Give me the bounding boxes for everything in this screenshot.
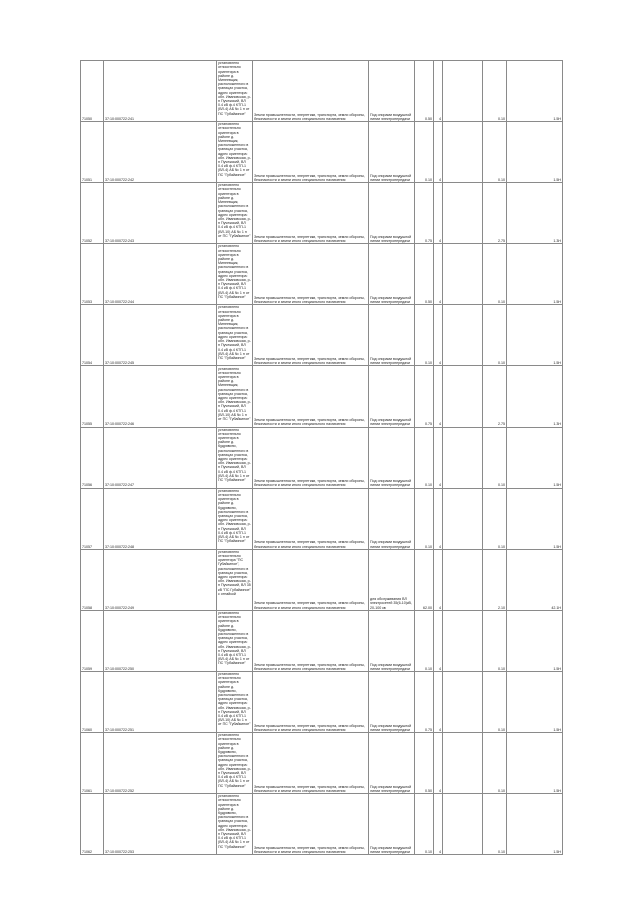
- table-row: [81, 427, 563, 488]
- tax-rate: 2.10: [483, 549, 507, 610]
- cadastral-number: 37:10:000722:243: [104, 183, 217, 244]
- tax-rate: 0.10: [483, 244, 507, 305]
- address-text: установлено относительно ориентира в районе д. Кудрявино, расположенного в границах участка, адрес ориентира: обл. Ивановская, р-н Пучежский, ВЛ 0.4 кВ ф.4 КТП-1 (ВЛ-4) АБ № 1 п от ПС "Губайкиное": [218, 488, 251, 544]
- location-address: [217, 61, 253, 122]
- area-value: 0.10: [415, 427, 434, 488]
- record-number: 71062: [81, 794, 104, 855]
- total-value: 1.5Н: [507, 733, 563, 794]
- address-text: установлено относительно ориентира в районе д. Минеевщик, расположенного в границах участка, адрес ориентира: обл. Ивановская, р-н Пучежский, ВЛ 0.4 кВ ф.4 КТП-1 (ВЛ-10) АБ № 1 п от ПС "Губайкиное": [218, 366, 251, 421]
- address-text: установлено относительно ориентира в районе д. Кудрявино, расположенного в границах участка, адрес ориентира: обл. Ивановская, р-н Пучежский, ВЛ 0.4 кВ ф.4 КТП-1 (ВЛ-4) АБ № 1 п от ПС "Губайкиное": [218, 794, 251, 849]
- land-category: Земли промышленности, энергетики, транспорта, земли обороны, безопасности и земли иного специального назначения: [253, 305, 369, 366]
- record-number: 71058: [81, 549, 104, 610]
- tax-rate: 2.75: [483, 366, 507, 427]
- record-number: 71054: [81, 305, 104, 366]
- empty-cell: [443, 610, 483, 671]
- land-category: Земли промышленности, энергетики, транспорта, земли обороны, безопасности и земли иного специального назначения: [253, 183, 369, 244]
- location-address: [217, 671, 253, 732]
- total-value: 1.5Н: [507, 671, 563, 732]
- land-category: Земли промышленности, энергетики, транспорта, земли обороны, безопасности и земли иного специального назначения: [253, 122, 369, 183]
- permitted-use: Под опорами воздушной линии электропередачи: [369, 733, 415, 794]
- cadastral-number: 37:10:000722:249: [104, 549, 217, 610]
- table-row: [81, 610, 563, 671]
- cadastral-number: 37:10:000722:252: [104, 733, 217, 794]
- tax-group: 4: [434, 733, 443, 794]
- tax-group: 4: [434, 366, 443, 427]
- permitted-use: для обслуживания ВЛ электросетей 35(6-10)кВ, 20-100 кв: [369, 549, 415, 610]
- area-value: 0.10: [415, 122, 434, 183]
- area-value: 0.75: [415, 671, 434, 732]
- tax-group: 4: [434, 549, 443, 610]
- table-row: [81, 794, 563, 855]
- total-value: 1.5Н: [507, 61, 563, 122]
- total-value: 1.5Н: [507, 488, 563, 549]
- table-row: [81, 244, 563, 305]
- area-value: 0.75: [415, 183, 434, 244]
- tax-group: 4: [434, 61, 443, 122]
- address-text: установлено относительно ориентира в районе д. Кудрявино, расположенного в границах участка, адрес ориентира: обл. Ивановская, р-н Пучежский, ВЛ 0.4 кВ ф.4 КТП-1 (ВЛ-4) АБ № 1 п от ПС "Губайкиное": [218, 610, 251, 666]
- cadastral-number: 37:10:000722:242: [104, 122, 217, 183]
- location-address: [217, 244, 253, 305]
- land-category: Земли промышленности, энергетики, транспорта, земли обороны, безопасности и земли иного специального назначения: [253, 794, 369, 855]
- tax-group: 4: [434, 122, 443, 183]
- total-value: 1.3Н: [507, 183, 563, 244]
- cadastral-number: 37:10:000722:244: [104, 244, 217, 305]
- tax-rate: 0.10: [483, 794, 507, 855]
- address-text: установлено относительно ориентира в районе д. Минеевщик, расположенного в границах участка, адрес ориентира: обл. Ивановская, р-н Пучежский, ВЛ 0.4 кВ ф.4 КТП-1 (ВЛ-4) АБ № 1 п от ПС "Губайкиное": [218, 61, 251, 116]
- address-text: установлено относительно ориентира в районе д. Минеевщик, расположенного в границах участка, адрес ориентира: обл. Ивановская, р-н Пучежский, ВЛ 0.4 кВ ф.4 КТП-1 (ВЛ-10) АБ № 1 п от ПС "Губайкиное": [218, 183, 251, 238]
- location-address: [217, 305, 253, 366]
- empty-cell: [443, 488, 483, 549]
- tax-group: 4: [434, 488, 443, 549]
- area-value: 0.10: [415, 488, 434, 549]
- area-value: 0.75: [415, 366, 434, 427]
- permitted-use: Под опорами воздушной линии электропередачи: [369, 671, 415, 732]
- empty-cell: [443, 733, 483, 794]
- tax-rate: 2.75: [483, 183, 507, 244]
- location-address: [217, 794, 253, 855]
- permitted-use: Под опорами воздушной линии электропередачи: [369, 61, 415, 122]
- address-text: установлено относительно ориентира в районе д. Минеевщик, расположенного в границах участка, адрес ориентира: обл. Ивановская, р-н Пучежский, ВЛ 0.4 кВ ф.4 КТП-1 (ВЛ-4) АБ № 1 п от ПС "Губайкиное": [218, 122, 251, 177]
- empty-cell: [443, 244, 483, 305]
- cadastral-number: 37:10:000722:253: [104, 794, 217, 855]
- land-category: Земли промышленности, энергетики, транспорта, земли обороны, безопасности и земли иного специального назначения: [253, 244, 369, 305]
- total-value: 1.5Н: [507, 305, 563, 366]
- land-category: Земли промышленности, энергетики, транспорта, земли обороны, безопасности и земли иного специального назначения: [253, 488, 369, 549]
- table-body: [81, 61, 563, 855]
- tax-group: 4: [434, 183, 443, 244]
- land-category: Земли промышленности, энергетики, транспорта, земли обороны, безопасности и земли иного специального назначения: [253, 671, 369, 732]
- record-number: 71060: [81, 671, 104, 732]
- land-category: Земли промышленности, энергетики, транспорта, земли обороны, безопасности и земли иного специального назначения: [253, 549, 369, 610]
- tax-group: 4: [434, 427, 443, 488]
- tax-rate: 0.10: [483, 61, 507, 122]
- land-register-table: [80, 60, 563, 855]
- address-text: установлено относительно ориентира в районе д. Кудрявино, расположенного в границах участка, адрес ориентира: обл. Ивановская, р-н Пучежский, ВЛ 0.4 кВ ф.4 КТП-1 (ВЛ-4) АБ № 1 п от ПС "Губайкиное": [218, 427, 251, 483]
- tax-group: 4: [434, 794, 443, 855]
- permitted-use: Под опорами воздушной линии электропередачи: [369, 610, 415, 671]
- record-number: 71055: [81, 366, 104, 427]
- area-value: 0.10: [415, 610, 434, 671]
- record-number: 71056: [81, 427, 104, 488]
- area-value: 62.00: [415, 549, 434, 610]
- land-category: Земли промышленности, энергетики, транспорта, земли обороны, безопасности и земли иного специального назначения: [253, 427, 369, 488]
- empty-cell: [443, 549, 483, 610]
- cadastral-number: 37:10:000722:246: [104, 366, 217, 427]
- location-address: [217, 549, 253, 610]
- empty-cell: [443, 671, 483, 732]
- location-address: [217, 610, 253, 671]
- permitted-use: Под опорами воздушной линии электропередачи: [369, 366, 415, 427]
- table-row: [81, 671, 563, 732]
- table-row: [81, 549, 563, 610]
- record-number: 71053: [81, 244, 104, 305]
- address-text: установлено относительно ориентира "ПС Губайкиное", расположенного в границах участка, адрес ориентира: обл. Ивановская, р-н Пучежский, ВЛ 35 кВ "ПС Губайкиное" с отпайкой: [218, 549, 251, 596]
- record-number: 71061: [81, 733, 104, 794]
- tax-group: 4: [434, 305, 443, 366]
- cadastral-number: 37:10:000722:248: [104, 488, 217, 549]
- tax-group: 4: [434, 671, 443, 732]
- land-category: Земли промышленности, энергетики, транспорта, земли обороны, безопасности и земли иного специального назначения: [253, 733, 369, 794]
- permitted-use: Под опорами воздушной линии электропередачи: [369, 794, 415, 855]
- cadastral-number: 37:10:000722:250: [104, 610, 217, 671]
- tax-rate: 0.10: [483, 488, 507, 549]
- location-address: [217, 427, 253, 488]
- cadastral-number: 37:10:000722:251: [104, 671, 217, 732]
- empty-cell: [443, 427, 483, 488]
- total-value: 1.5Н: [507, 610, 563, 671]
- table-row: [81, 122, 563, 183]
- area-value: 0.10: [415, 305, 434, 366]
- tax-rate: 0.10: [483, 427, 507, 488]
- permitted-use: Под опорами воздушной линии электропередачи: [369, 427, 415, 488]
- area-value: 0.50: [415, 244, 434, 305]
- record-number: 71057: [81, 488, 104, 549]
- table-row: [81, 366, 563, 427]
- table-row: [81, 183, 563, 244]
- table-row: [81, 61, 563, 122]
- tax-group: 4: [434, 244, 443, 305]
- permitted-use: Под опорами воздушной линии электропередачи: [369, 183, 415, 244]
- tax-rate: 0.10: [483, 122, 507, 183]
- permitted-use: Под опорами воздушной линии электропередачи: [369, 122, 415, 183]
- total-value: 1.5Н: [507, 244, 563, 305]
- address-text: установлено относительно ориентира в районе д. Минеевщик, расположенного в границах участка, адрес ориентира: обл. Ивановская, р-н Пучежский, ВЛ 0.4 кВ ф.4 КТП-1 (ВЛ-4) АБ № 1 п от ПС "Губайкиное": [218, 305, 251, 360]
- record-number: 71050: [81, 61, 104, 122]
- land-category: Земли промышленности, энергетики, транспорта, земли обороны, безопасности и земли иного специального назначения: [253, 610, 369, 671]
- tax-rate: 0.10: [483, 671, 507, 732]
- tax-rate: 0.10: [483, 733, 507, 794]
- land-category: Земли промышленности, энергетики, транспорта, земли обороны, безопасности и земли иного специального назначения: [253, 366, 369, 427]
- location-address: [217, 183, 253, 244]
- total-value: 1.5Н: [507, 794, 563, 855]
- permitted-use: Под опорами воздушной линии электропередачи: [369, 244, 415, 305]
- address-text: установлено относительно ориентира в районе д. Кудрявино, расположенного в границах участка, адрес ориентира: обл. Ивановская, р-н Пучежский, ВЛ 0.4 кВ ф.4 КТП-1 (ВЛ-4) АБ № 1 п от ПС "Губайкиное": [218, 733, 251, 788]
- empty-cell: [443, 305, 483, 366]
- address-text: установлено относительно ориентира в районе д. Минеевщик, расположенного в границах участка, адрес ориентира: обл. Ивановская, р-н Пучежский, ВЛ 0.4 кВ ф.4 КТП-1 (ВЛ-4) АБ № 1 п от ПС "Губайкиное": [218, 244, 251, 299]
- land-category: Земли промышленности, энергетики, транспорта, земли обороны, безопасности и земли иного специального назначения: [253, 61, 369, 122]
- empty-cell: [443, 122, 483, 183]
- empty-cell: [443, 366, 483, 427]
- table-row: [81, 305, 563, 366]
- tax-rate: 0.10: [483, 610, 507, 671]
- empty-cell: [443, 183, 483, 244]
- record-number: 71059: [81, 610, 104, 671]
- total-value: 42.1Н: [507, 549, 563, 610]
- table-row: [81, 733, 563, 794]
- empty-cell: [443, 794, 483, 855]
- address-text: установлено относительно ориентира в районе д. Кудрявино, расположенного в границах участка, адрес ориентира: обл. Ивановская, р-н Пучежский, ВЛ 0.4 кВ ф.4 КТП-1 (ВЛ-10) АБ № 1 п от ПС "Губайкиное": [218, 672, 251, 727]
- total-value: 1.3Н: [507, 366, 563, 427]
- area-value: 0.10: [415, 794, 434, 855]
- total-value: 1.5Н: [507, 122, 563, 183]
- empty-cell: [443, 61, 483, 122]
- record-number: 71051: [81, 122, 104, 183]
- table-row: [81, 488, 563, 549]
- area-value: 0.50: [415, 733, 434, 794]
- area-value: 0.50: [415, 61, 434, 122]
- location-address: [217, 122, 253, 183]
- location-address: [217, 488, 253, 549]
- tax-rate: 0.10: [483, 305, 507, 366]
- permitted-use: Под опорами воздушной линии электропередачи: [369, 305, 415, 366]
- total-value: 1.5Н: [507, 427, 563, 488]
- location-address: [217, 366, 253, 427]
- cadastral-number: 37:10:000722:247: [104, 427, 217, 488]
- permitted-use: Под опорами воздушной линии электропередачи: [369, 488, 415, 549]
- location-address: [217, 733, 253, 794]
- tax-group: 4: [434, 610, 443, 671]
- record-number: 71052: [81, 183, 104, 244]
- cadastral-number: 37:10:000722:241: [104, 61, 217, 122]
- cadastral-number: 37:10:000722:245: [104, 305, 217, 366]
